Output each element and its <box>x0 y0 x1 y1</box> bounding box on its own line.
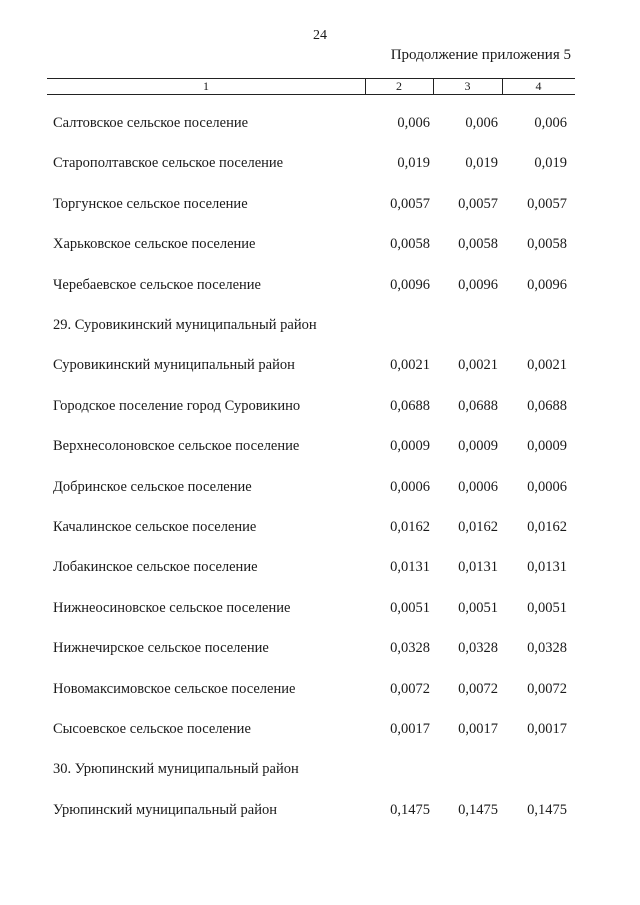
row-name: Салтовское сельское поселение <box>53 115 249 131</box>
row-name: Старополтавское сельское поселение <box>53 155 284 171</box>
row-name: Урюпинский муниципальный район <box>53 802 277 818</box>
row-value-col3: 0,0688 <box>458 398 498 414</box>
row-value-col3: 0,019 <box>465 155 498 171</box>
row-value-col2: 0,019 <box>397 155 430 171</box>
row-name: 30. Урюпинский муниципальный район <box>53 761 299 777</box>
row-value-col3: 0,0006 <box>458 479 498 495</box>
table-row <box>0 398 640 418</box>
row-value-col3: 0,0051 <box>458 600 498 616</box>
row-value-col2: 0,0328 <box>390 640 430 656</box>
row-value-col3: 0,0096 <box>458 277 498 293</box>
table-row <box>0 519 640 539</box>
row-name: Сысоевское сельское поселение <box>53 721 251 737</box>
column-header-4: 4 <box>535 79 542 93</box>
table-row <box>0 600 640 620</box>
row-value-col2: 0,0017 <box>390 721 430 737</box>
table-row <box>0 479 640 499</box>
row-value-col2: 0,0131 <box>390 559 430 575</box>
column-header-1: 1 <box>203 79 209 93</box>
row-value-col2: 0,0009 <box>390 438 430 454</box>
table-row <box>0 317 640 337</box>
row-name: Качалинское сельское поселение <box>53 519 257 535</box>
row-value-col2: 0,0006 <box>390 479 430 495</box>
row-value-col3: 0,0057 <box>458 196 498 212</box>
row-value-col4: 0,0051 <box>527 600 567 616</box>
row-value-col3: 0,0017 <box>458 721 498 737</box>
table-row <box>0 277 640 297</box>
table-row <box>0 802 640 822</box>
row-value-col4: 0,0328 <box>527 640 567 656</box>
row-value-col2: 0,0021 <box>390 357 430 373</box>
row-value-col2: 0,006 <box>397 115 430 131</box>
row-value-col3: 0,0009 <box>458 438 498 454</box>
row-name: Нижнеосиновское сельское поселение <box>53 600 291 616</box>
row-value-col2: 0,0072 <box>390 681 430 697</box>
row-name: Верхнесолоновское сельское поселение <box>53 438 300 454</box>
row-value-col2: 0,0051 <box>390 600 430 616</box>
row-value-col4: 0,0162 <box>527 519 567 535</box>
row-value-col4: 0,0072 <box>527 681 567 697</box>
row-value-col2: 0,0057 <box>390 196 430 212</box>
table-row <box>0 115 640 135</box>
row-value-col3: 0,0131 <box>458 559 498 575</box>
continuation-label: Продолжение приложения 5 <box>390 47 571 63</box>
table-row <box>0 155 640 175</box>
table-row <box>0 761 640 781</box>
row-value-col4: 0,0009 <box>527 438 567 454</box>
row-name: Харьковское сельское поселение <box>53 236 256 252</box>
table-row <box>0 438 640 458</box>
row-value-col2: 0,0096 <box>390 277 430 293</box>
header-bottom-rule <box>47 94 575 95</box>
page-number: 24 <box>313 28 327 43</box>
table-row <box>0 357 640 377</box>
table-row <box>0 640 640 660</box>
table-row <box>0 559 640 579</box>
row-value-col3: 0,0162 <box>458 519 498 535</box>
row-value-col4: 0,0017 <box>527 721 567 737</box>
row-value-col4: 0,0096 <box>527 277 567 293</box>
row-name: Добринское сельское поселение <box>53 479 252 495</box>
row-name: 29. Суровикинский муниципальный район <box>53 317 317 333</box>
row-value-col2: 0,0162 <box>390 519 430 535</box>
row-value-col3: 0,0021 <box>458 357 498 373</box>
row-value-col4: 0,0688 <box>527 398 567 414</box>
row-value-col3: 0,0328 <box>458 640 498 656</box>
row-value-col3: 0,0072 <box>458 681 498 697</box>
row-value-col4: 0,006 <box>534 115 567 131</box>
row-value-col2: 0,0688 <box>390 398 430 414</box>
row-name: Суровикинский муниципальный район <box>53 357 295 373</box>
row-value-col4: 0,0131 <box>527 559 567 575</box>
row-value-col4: 0,019 <box>534 155 567 171</box>
table-column-header <box>47 78 575 95</box>
column-header-3: 3 <box>464 79 471 93</box>
table-row <box>0 236 640 256</box>
row-name: Нижнечирское сельское поселение <box>53 640 269 656</box>
row-value-col2: 0,0058 <box>390 236 430 252</box>
row-name: Черебаевское сельское поселение <box>53 277 261 293</box>
row-value-col3: 0,006 <box>465 115 498 131</box>
row-value-col3: 0,1475 <box>458 802 498 818</box>
table-row <box>0 681 640 701</box>
row-value-col4: 0,0006 <box>527 479 567 495</box>
row-name: Лобакинское сельское поселение <box>53 559 258 575</box>
row-name: Городское поселение город Суровикино <box>53 398 301 414</box>
table-row <box>0 721 640 741</box>
row-value-col2: 0,1475 <box>390 802 430 818</box>
row-name: Новомаксимовское сельское поселение <box>53 681 296 697</box>
row-value-col4: 0,1475 <box>527 802 567 818</box>
row-name: Торгунское сельское поселение <box>53 196 248 212</box>
row-value-col4: 0,0058 <box>527 236 567 252</box>
column-header-2: 2 <box>396 79 402 93</box>
row-value-col4: 0,0057 <box>527 196 567 212</box>
row-value-col4: 0,0021 <box>527 357 567 373</box>
row-value-col3: 0,0058 <box>458 236 498 252</box>
table-row <box>0 196 640 216</box>
